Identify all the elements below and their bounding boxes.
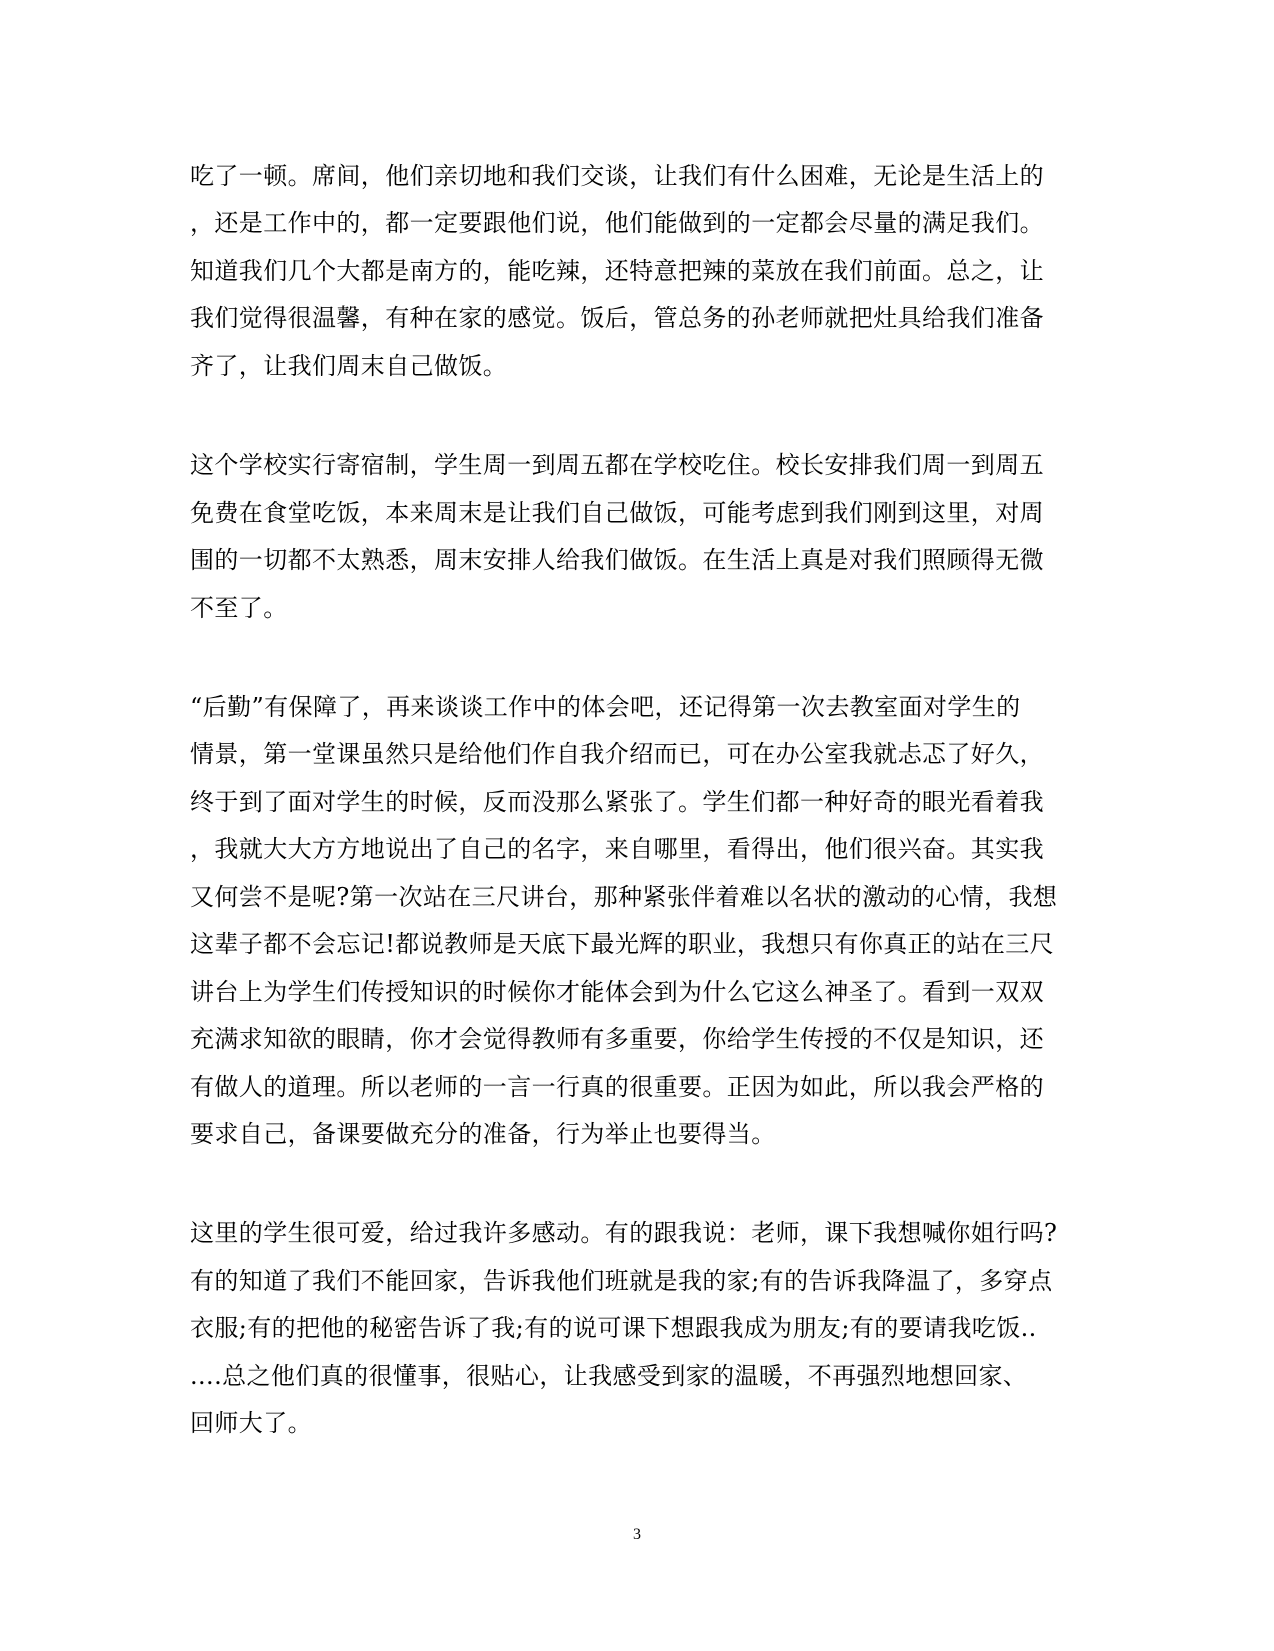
paragraph-3-line-6: 这辈子都不会忘记!都说教师是天底下最光辉的职业，我想只有你真正的站在三尺 [190,930,1055,958]
paragraph-2-line-3: 围的一切都不太熟悉，周末安排人给我们做饭。在生活上真是对我们照顾得无微 [190,546,1044,574]
paragraph-1-line-4: 我们觉得很温馨，有种在家的感觉。饭后，管总务的孙老师就把灶具给我们准备 [190,304,1044,332]
paragraph-4-line-3: 衣服;有的把他的秘密告诉了我;有的说可课下想跟我成为朋友;有的要请我吃饭.. [190,1314,1037,1342]
paragraph-4-line-1: 这里的学生很可爱，给过我许多感动。有的跟我说：老师，课下我想喊你姐行吗? [190,1219,1058,1247]
page-number: 3 [633,1526,641,1543]
paragraph-4-line-2: 有的知道了我们不能回家，告诉我他们班就是我的家;有的告诉我降温了，多穿点 [190,1267,1053,1295]
paragraph-2-line-2: 免费在食堂吃饭，本来周末是让我们自己做饭，可能考虑到我们刚到这里，对周 [190,499,1044,527]
paragraph-3-line-8: 充满求知欲的眼睛，你才会觉得教师有多重要，你给学生传授的不仅是知识，还 [190,1025,1044,1053]
paragraph-2-line-4: 不至了。 [190,594,288,622]
paragraph-3-line-10: 要求自己，备课要做充分的准备，行为举止也要得当。 [190,1120,776,1148]
paragraph-4-line-5: 回师大了。 [190,1409,312,1437]
paragraph-3-line-9: 有做人的道理。所以老师的一言一行真的很重要。正因为如此，所以我会严格的 [190,1073,1044,1101]
paragraph-3-line-3: 终于到了面对学生的时候，反而没那么紧张了。学生们都一种好奇的眼光看着我 [190,788,1044,816]
paragraph-1-line-2: ，还是工作中的，都一定要跟他们说，他们能做到的一定都会尽量的满足我们。 [190,209,1044,237]
paragraph-3-line-1: “后勤”有保障了，再来谈谈工作中的体会吧，还记得第一次去教室面对学生的 [190,693,1021,721]
paragraph-3-line-2: 情景，第一堂课虽然只是给他们作自我介绍而已，可在办公室我就忐忑了好久， [190,740,1044,768]
paragraph-3-line-5: 又何尝不是呢?第一次站在三尺讲台，那种紧张伴着难以名状的激动的心情，我想 [190,883,1058,911]
paragraph-1-line-5: 齐了，让我们周末自己做饭。 [190,352,508,380]
paragraph-4-line-4: ....总之他们真的很懂事，很贴心，让我感受到家的温暖，不再强烈地想回家、 [190,1362,1028,1390]
paragraph-1-line-3: 知道我们几个大都是南方的，能吃辣，还特意把辣的菜放在我们前面。总之，让 [190,257,1044,285]
paragraph-3-line-4: ，我就大大方方地说出了自己的名字，来自哪里，看得出，他们很兴奋。其实我 [190,835,1044,863]
paragraph-1-line-1: 吃了一顿。席间，他们亲切地和我们交谈，让我们有什么困难，无论是生活上的 [190,162,1044,190]
paragraph-2-line-1: 这个学校实行寄宿制，学生周一到周五都在学校吃住。校长安排我们周一到周五 [190,451,1044,479]
paragraph-3-line-7: 讲台上为学生们传授知识的时候你才能体会到为什么它这么神圣了。看到一双双 [190,978,1044,1006]
